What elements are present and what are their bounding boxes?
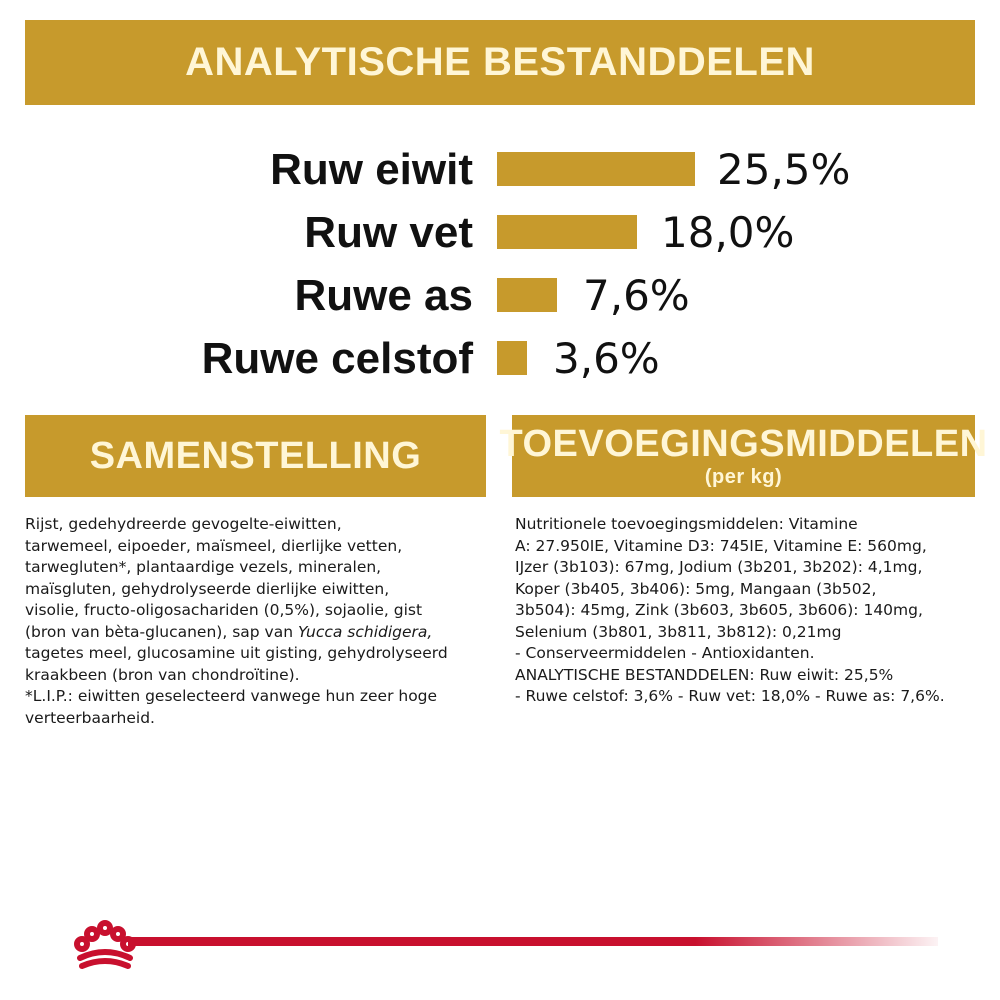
analysis-bar bbox=[497, 278, 557, 312]
samenstelling-title: SAMENSTELLING bbox=[89, 434, 422, 477]
text-line: - Ruwe celstof: 3,6% - Ruw vet: 18,0% - Ruwe as: 7,6%. bbox=[515, 687, 945, 705]
analysis-bar bbox=[497, 215, 637, 249]
text-line: Rijst, gedehydreerde gevogelte-eiwitten, bbox=[25, 515, 342, 533]
samenstelling-banner bbox=[25, 415, 486, 497]
analysis-label: Ruw eiwit bbox=[270, 145, 473, 194]
analysis-row bbox=[0, 329, 1000, 389]
text-line: tarwemeel, eipoeder, maïsmeel, dierlijke vetten, bbox=[25, 536, 403, 555]
analysis-row bbox=[0, 266, 1000, 326]
toevoegingsmiddelen-subtitle: (per kg) bbox=[704, 466, 783, 488]
analysis-row bbox=[0, 203, 1000, 263]
text-line bbox=[25, 622, 485, 644]
text-line: Selenium (3b801, 3b811, 3b812): 0,21mg bbox=[515, 622, 842, 641]
text-line: tarwegluten*, plantaardige vezels, mineralen, bbox=[25, 558, 382, 576]
text-segment: (bron van bèta-glucanen), sap van bbox=[25, 622, 298, 641]
analysis-percent: 18,0% bbox=[661, 208, 795, 257]
text-line: verteerbaarheid. bbox=[25, 708, 155, 727]
analysis-percent: 7,6% bbox=[583, 271, 690, 320]
analysis-label: Ruw vet bbox=[304, 208, 473, 257]
analysis-row bbox=[0, 140, 1000, 200]
text-line: 3b504): 45mg, Zink (3b603, 3b605, 3b606): 140mg, bbox=[515, 601, 923, 619]
text-line: kraakbeen (bron van chondroïtine). bbox=[25, 665, 300, 684]
text-line: - Conserveermiddelen - Antioxidanten. bbox=[515, 644, 815, 662]
text-line: maïsgluten, gehydrolyseerde dierlijke eiwitten, bbox=[25, 579, 390, 598]
samenstelling-text bbox=[25, 514, 485, 729]
text-line: Koper (3b405, 3b406): 5mg, Mangaan (3b502, bbox=[515, 579, 877, 598]
text-line: ANALYTISCHE BESTANDDELEN: Ruw eiwit: 25,5% bbox=[515, 665, 894, 684]
text-line: Nutritionele toevoegingsmiddelen: Vitamine bbox=[515, 515, 858, 533]
analysis-bar bbox=[497, 341, 527, 375]
text-line: visolie, fructo-oligosachariden (0,5%), sojaolie, gist bbox=[25, 601, 423, 619]
analysis-header-title: ANALYTISCHE BESTANDDELEN bbox=[185, 40, 815, 84]
text-line: tagetes meel, glucosamine uit gisting, gehydrolyseerd bbox=[25, 644, 448, 662]
analysis-label: Ruwe as bbox=[294, 271, 473, 320]
yucca-italic: Yucca schidigera, bbox=[297, 622, 433, 641]
analysis-percent: 3,6% bbox=[553, 334, 660, 383]
toevoegingsmiddelen-text bbox=[515, 514, 977, 708]
analysis-header-banner bbox=[25, 20, 975, 105]
brand-ribbon bbox=[128, 937, 938, 946]
analysis-bar bbox=[497, 152, 695, 186]
toevoegingsmiddelen-title: TOEVOEGINGSMIDDELEN bbox=[499, 423, 988, 465]
analysis-label: Ruwe celstof bbox=[201, 334, 473, 383]
analysis-percent: 25,5% bbox=[717, 145, 851, 194]
text-line: IJzer (3b103): 67mg, Jodium (3b201, 3b202): 4,1mg, bbox=[515, 558, 923, 576]
text-line: *L.I.P.: eiwitten geselecteerd vanwege hun zeer hoge bbox=[25, 687, 438, 705]
text-line: A: 27.950IE, Vitamine D3: 745IE, Vitamine E: 560mg, bbox=[515, 536, 927, 555]
toevoegingsmiddelen-banner bbox=[499, 415, 988, 497]
